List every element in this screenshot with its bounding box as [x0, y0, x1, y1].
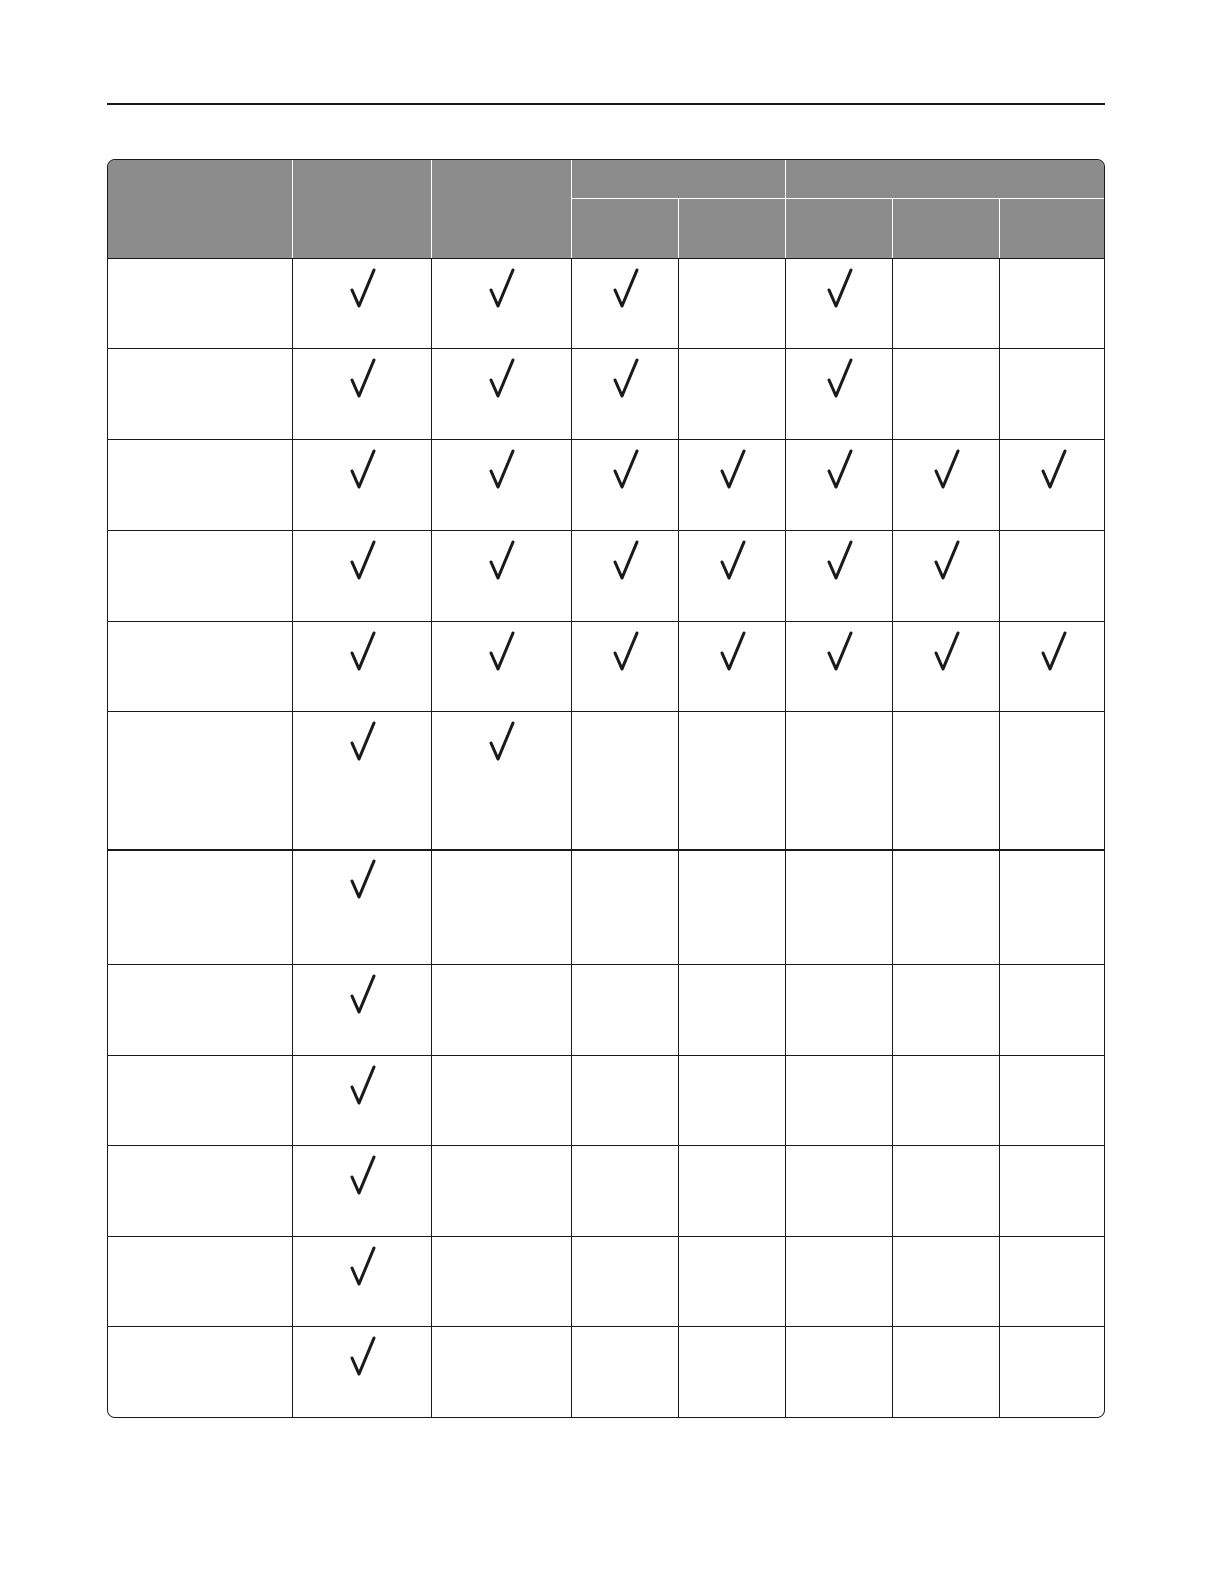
header-bottom-rule — [108, 258, 1105, 259]
row-divider — [108, 530, 1105, 531]
check-icon — [350, 1336, 376, 1380]
row-divider — [108, 711, 1105, 712]
check-icon — [827, 268, 853, 312]
check-icon — [489, 449, 515, 493]
column-divider — [892, 258, 893, 1418]
row-divider — [108, 1145, 1105, 1146]
check-icon — [350, 859, 376, 903]
check-icon — [613, 631, 639, 675]
row-divider — [108, 849, 1105, 851]
check-icon — [350, 1246, 376, 1290]
check-icon — [613, 540, 639, 584]
row-divider — [108, 439, 1105, 440]
check-icon — [489, 721, 515, 765]
header-divider — [571, 160, 572, 258]
check-icon — [720, 540, 746, 584]
check-icon — [350, 449, 376, 493]
check-icon — [350, 1065, 376, 1109]
column-divider — [999, 258, 1000, 1418]
check-icon — [613, 358, 639, 402]
header-subdivider — [892, 198, 893, 258]
check-icon — [934, 631, 960, 675]
check-icon — [350, 358, 376, 402]
row-divider — [108, 1055, 1105, 1056]
check-icon — [1041, 449, 1067, 493]
check-icon — [1041, 631, 1067, 675]
check-icon — [827, 540, 853, 584]
column-divider — [571, 258, 572, 1418]
check-icon — [489, 358, 515, 402]
column-divider — [292, 258, 293, 1418]
check-icon — [350, 540, 376, 584]
row-divider — [108, 1236, 1105, 1237]
check-icon — [350, 1155, 376, 1199]
check-icon — [350, 268, 376, 312]
check-icon — [489, 540, 515, 584]
check-icon — [827, 449, 853, 493]
column-divider — [785, 258, 786, 1418]
compatibility-table — [107, 159, 1105, 1418]
column-divider — [678, 258, 679, 1418]
header-divider — [785, 160, 786, 258]
header-group-rule — [571, 198, 1105, 199]
check-icon — [827, 631, 853, 675]
check-icon — [613, 449, 639, 493]
check-icon — [934, 540, 960, 584]
check-icon — [489, 268, 515, 312]
header-subdivider — [999, 198, 1000, 258]
header-divider — [292, 160, 293, 258]
check-icon — [934, 449, 960, 493]
column-divider — [431, 258, 432, 1418]
page-header-rule — [107, 103, 1105, 105]
header-divider — [431, 160, 432, 258]
row-divider — [108, 348, 1105, 349]
check-icon — [720, 631, 746, 675]
check-icon — [350, 631, 376, 675]
row-divider — [108, 621, 1105, 622]
row-divider — [108, 1326, 1105, 1327]
check-icon — [350, 721, 376, 765]
header-subdivider — [678, 198, 679, 258]
table-grid — [108, 160, 1104, 1417]
check-icon — [350, 974, 376, 1018]
table-header — [108, 160, 1105, 258]
row-divider — [108, 964, 1105, 965]
check-icon — [613, 268, 639, 312]
check-icon — [827, 358, 853, 402]
check-icon — [489, 631, 515, 675]
check-icon — [720, 449, 746, 493]
